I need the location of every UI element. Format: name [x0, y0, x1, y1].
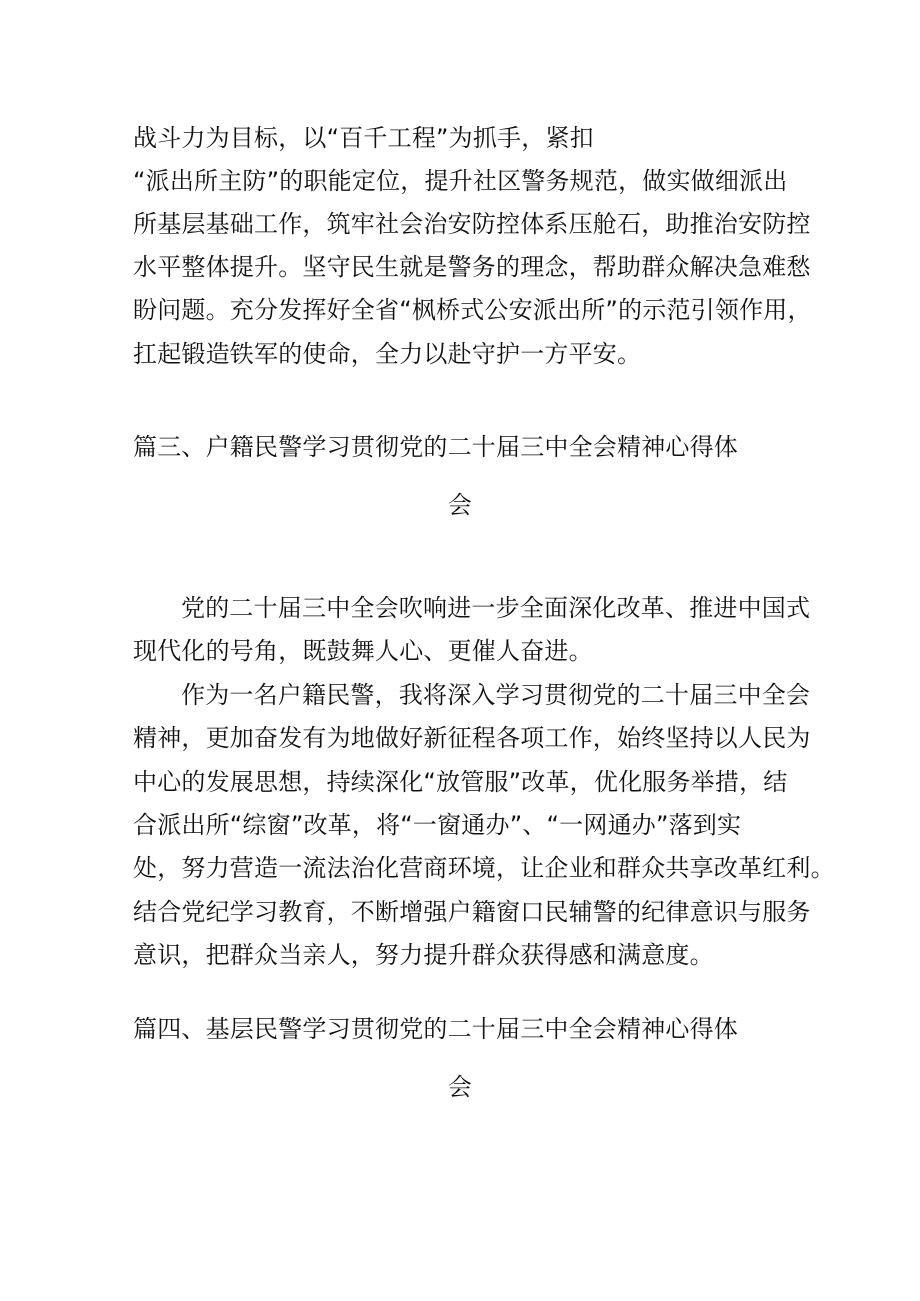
section-heading: 篇三、户籍民警学习贯彻党的二十届三中全会精神心得体 [133, 433, 738, 461]
paragraph-line: 精神，更加奋发有为地做好新征程各项工作，始终坚持以人民为 [133, 724, 811, 752]
paragraph-line: 党的二十届三中全会吹响进一步全面深化改革、推进中国式 [181, 594, 811, 622]
paragraph-line: 作为一名户籍民警，我将深入学习贯彻党的二十届三中全会 [181, 681, 811, 709]
paragraph-line: 水平整体提升。坚守民生就是警务的理念，帮助群众解决急难愁 [133, 253, 811, 281]
paragraph-line: 结合党纪学习教育，不断增强户籍窗口民辅警的纪律意识与服务 [133, 898, 811, 926]
paragraph-line: 意识，把群众当亲人，努力提升群众获得感和满意度。 [133, 941, 714, 969]
section-heading-continuation: 会 [447, 491, 473, 519]
paragraph-line: 合派出所“综窗”改革，将“一窗通办”、“一网通办”落到实 [133, 811, 742, 839]
paragraph-line: 盼问题。充分发挥好全省“枫桥式公安派出所”的示范引领作用， [133, 296, 812, 324]
paragraph-line: 中心的发展思想，持续深化“放管服”改革，优化服务举措，结 [133, 768, 788, 796]
paragraph-line: 战斗力为目标，以“百千工程”为抓手，紧扣 [133, 124, 594, 152]
section-heading: 篇四、基层民警学习贯彻党的二十届三中全会精神心得体 [133, 1015, 738, 1043]
paragraph-line: 扛起锻造铁军的使命，全力以赴守护一方平安。 [133, 340, 642, 368]
paragraph-line: “派出所主防”的职能定位，提升社区警务规范，做实做细派出 [133, 167, 788, 195]
paragraph-line: 处，努力营造一流法治化营商环境，让企业和群众共享改革红利。 [133, 854, 835, 882]
paragraph-line: 所基层基础工作，筑牢社会治安防控体系压舱石，助推治安防控 [133, 210, 811, 238]
paragraph-line: 现代化的号角，既鼓舞人心、更催人奋进。 [133, 637, 593, 665]
section-heading-continuation: 会 [447, 1073, 473, 1101]
